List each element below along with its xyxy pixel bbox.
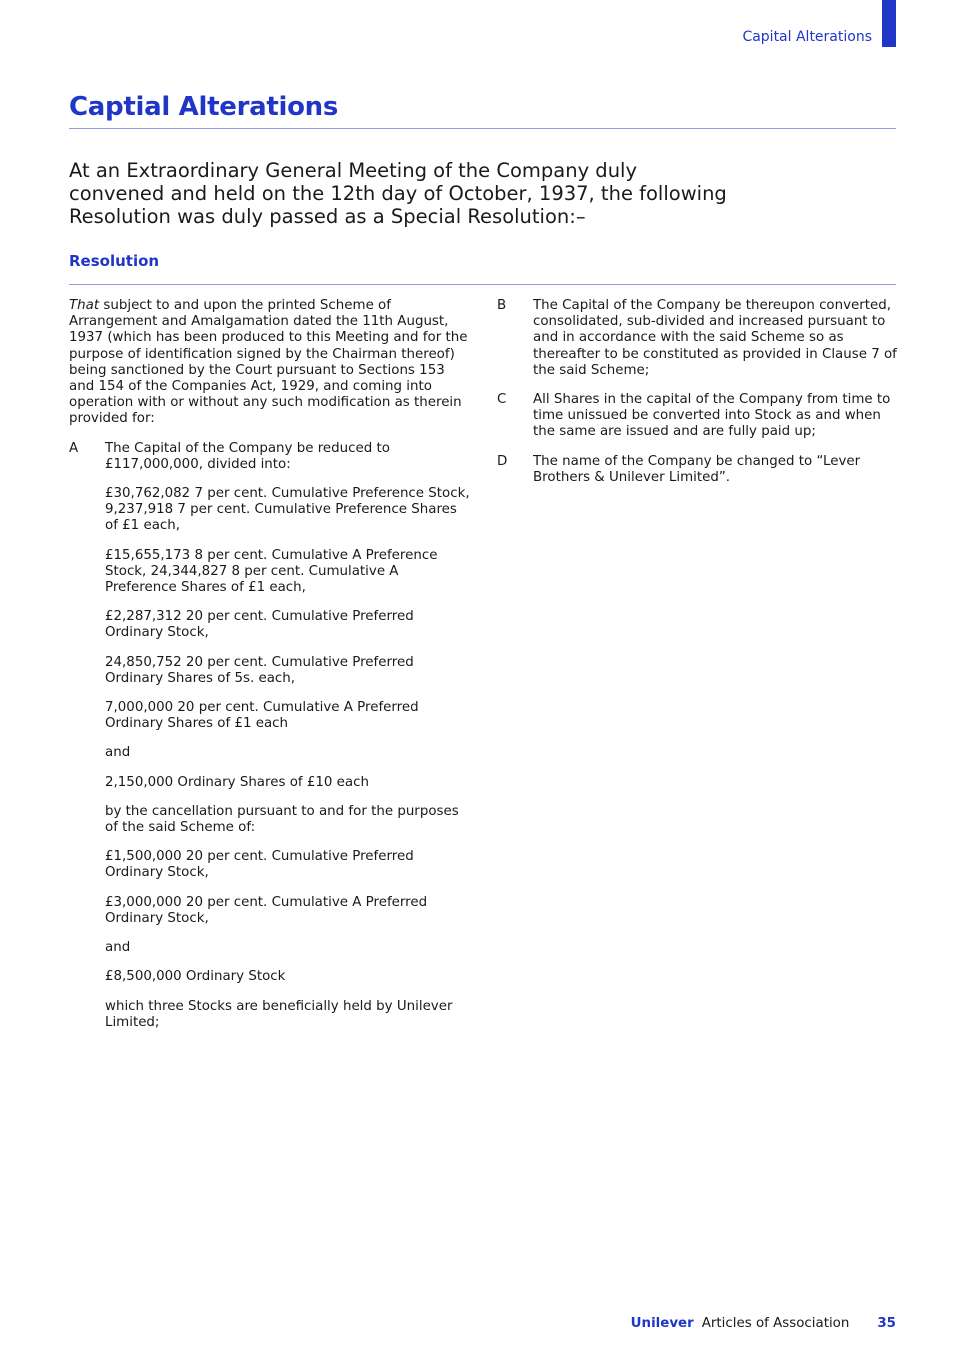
clause-subitem: £1,500,000 20 per cent. Cumulative Preferred Ordinary Stock,: [105, 849, 414, 881]
preamble-text: subject to and upon the printed Scheme of Arrangement and Amalgamation dated the 11th August, 1937 (which has been produced to this Meeting and for the purpose of identification signed by the Chairman thereof) being sanctioned by the Court pursuant to Sections 153 and 154 of the Companies Act, 1929, and coming into operation with or without any such modification as therein provided for:: [69, 298, 468, 427]
footer-brand: Unilever: [630, 1316, 694, 1331]
clause-subitem: which three Stocks are beneficially held by Unilever Limited;: [105, 998, 453, 1030]
clause-text: The Capital of the Company be thereupon converted, consolidated, sub-divided and increased pursuant to and in accordance with the said Scheme so as thereafter to be constituted as provided in Clause 7 of the said Scheme;: [533, 298, 897, 378]
right-column: [497, 298, 899, 499]
preamble-emphasis: That: [69, 298, 100, 313]
clause-subitem: and: [105, 745, 131, 761]
clause-subitem: 2,150,000 Ordinary Shares of £10 each: [105, 774, 369, 790]
clause-subitem: 24,850,752 20 per cent. Cumulative Preferred Ordinary Shares of 5s. each,: [105, 654, 414, 686]
clause-subitem: £15,655,173 8 per cent. Cumulative A Preference Stock, 24,344,827 8 per cent. Cumulative A Preference Shares of £1 each,: [105, 547, 438, 596]
clause-b: [497, 298, 899, 379]
page-title: Captial Alterations: [69, 92, 339, 122]
clause-a-subitems: [69, 486, 471, 1031]
clause-label: C: [497, 392, 507, 408]
clause-text: All Shares in the capital of the Company from time to time unissued be converted into Stock as and when the same are issued and are fully paid up;: [533, 392, 891, 440]
clause-subitem: £3,000,000 20 per cent. Cumulative A Preferred Ordinary Stock,: [105, 894, 428, 926]
clause-label: A: [69, 440, 79, 456]
resolution-heading: Resolution: [69, 252, 160, 270]
clause-label: B: [497, 298, 507, 313]
left-column: [69, 298, 471, 1044]
resolution-divider: [69, 284, 896, 285]
intro-text: At an Extraordinary General Meeting of the Company duly convened and held on the 12th day of October, 1937, the following Resolution was duly passed as a Special Resolution:–: [69, 159, 727, 228]
running-header: Capital Alterations: [742, 29, 872, 45]
footer-document-title: Articles of Association: [701, 1316, 850, 1331]
clause-text: The Capital of the Company be reduced to £117,000,000, divided into:: [105, 440, 390, 472]
clause-d: [497, 454, 899, 486]
clause-a: [69, 441, 471, 473]
resolution-preamble: [69, 298, 471, 428]
clause-subitem: and: [105, 940, 131, 956]
header-accent-bar: [882, 0, 896, 47]
page-footer: [631, 1316, 896, 1331]
clause-subitem: £30,762,082 7 per cent. Cumulative Preference Stock, 9,237,918 7 per cent. Cumulative Preference Shares of £1 each,: [105, 486, 470, 534]
clause-text: The name of the Company be changed to “Lever Brothers & Unilever Limited”.: [533, 453, 861, 485]
clause-subitem: £8,500,000 Ordinary Stock: [105, 969, 286, 985]
clause-subitem: 7,000,000 20 per cent. Cumulative A Preferred Ordinary Shares of £1 each: [105, 700, 419, 732]
clause-c: [497, 392, 899, 441]
clause-subitem: by the cancellation pursuant to and for the purposes of the said Scheme of:: [105, 803, 459, 836]
clause-label: D: [497, 453, 508, 469]
clause-subitem: £2,287,312 20 per cent. Cumulative Preferred Ordinary Stock,: [105, 609, 414, 641]
page-number: 35: [877, 1316, 896, 1331]
title-divider: [69, 128, 896, 129]
